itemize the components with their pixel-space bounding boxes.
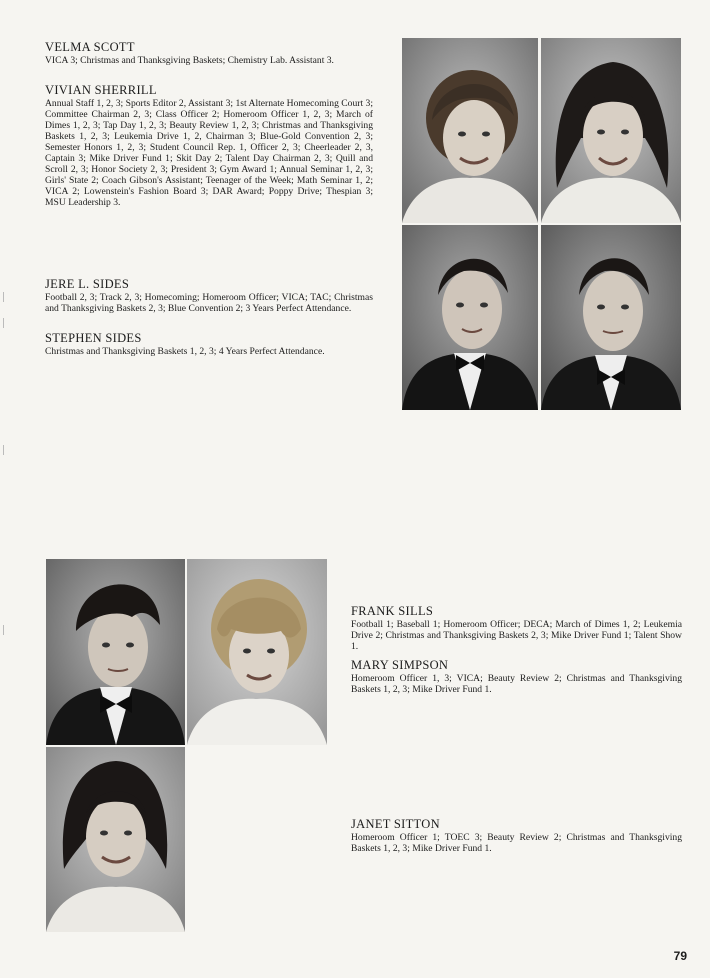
portrait-photo-vivian-sherrill — [541, 38, 681, 223]
student-activities: Annual Staff 1, 2, 3; Sports Editor 2, Assistant 3; 1st Alternate Homecoming Court 3; Committee Chairman 2, 3; Class Officer 2; Homeroom Officer 1, 2, 3; March of Dimes 1, 2, 3; Tap Day 1, 2, 3; Beauty Review 1, 2, 3; Christmas and Thanksgiving Baskets 1, 2, 3; Leukemia Drive 1, 2, Chairman 3; Blue-Gold Convention 2, 3; Semester Honors 1, 2, 3; Student Council Rep. 1, Officer 2, 3; Cheerleader 2, 3, Captain 3; Mike Driver Fund 1; Skit Day 2; Talent Day Chairman 2, 3; Quill and Scroll 2, 3; Honor Society 2, 3; President 3; Gym Award 1; Annual Seminar 1, 2, 3; Girls' State 2; Coach Gibson's Assistant; Teenager of the Week; Math Seminar 1, 2; VICA 2; Lowenstein's Fashion Board 3; DAR Award; Poppy Drive; Thespian 3; MSU Leadership 3. — [45, 98, 373, 208]
student-activities: VICA 3; Christmas and Thanksgiving Baskets; Chemistry Lab. Assistant 3. — [45, 55, 334, 66]
portrait-photo-frank-sills — [46, 559, 185, 745]
student-name: MARY SIMPSON — [351, 658, 449, 672]
student-entry-mary-simpson — [351, 658, 682, 695]
portrait-photo-janet-sitton — [46, 747, 185, 932]
student-name: JANET SITTON — [351, 817, 440, 831]
student-entry-vivian-sherrill — [45, 83, 373, 208]
student-activities: Football 2, 3; Track 2, 3; Homecoming; Homeroom Officer; VICA; TAC; Christmas and Thanksgiving Baskets 2, 3; Blue Convention 2; 3 Years Perfect Attendance. — [45, 292, 373, 314]
student-activities: Homeroom Officer 1; TOEC 3; Beauty Review 2; Christmas and Thanksgiving Baskets 1, 2, 3; Mike Driver Fund 1. — [351, 832, 682, 854]
student-name: FRANK SILLS — [351, 604, 434, 618]
student-entry-frank-sills — [351, 604, 682, 652]
portrait-photo-jere-sides — [402, 225, 538, 410]
edge-mark — [3, 445, 4, 455]
student-activities: Homeroom Officer 1, 3; VICA; Beauty Review 2; Christmas and Thanksgiving Baskets 1, 2, 3; Mike Driver Fund 1. — [351, 673, 682, 695]
portrait-photo-stephen-sides — [541, 225, 681, 410]
edge-mark — [3, 292, 4, 302]
edge-mark — [3, 625, 4, 635]
student-entry-jere-sides — [45, 277, 373, 314]
student-name: VIVIAN SHERRILL — [45, 83, 157, 97]
student-activities: Football 1; Baseball 1; Homeroom Officer; DECA; March of Dimes 1, 2; Leukemia Drive 2; Christmas and Thanksgiving Baskets 2, 3; Mike Driver Fund 1; Talent Show 1. — [351, 619, 682, 652]
edge-mark — [3, 318, 4, 328]
student-name: VELMA SCOTT — [45, 40, 135, 54]
portrait-photo-velma-scott — [402, 38, 538, 223]
student-entry-stephen-sides — [45, 331, 373, 357]
student-activities: Christmas and Thanksgiving Baskets 1, 2, 3; 4 Years Perfect Attendance. — [45, 346, 325, 357]
student-entry-velma-scott — [45, 40, 373, 66]
portrait-photo-mary-simpson — [187, 559, 327, 745]
page-number: 79 — [673, 949, 687, 963]
student-name: JERE L. SIDES — [45, 277, 130, 291]
student-name: STEPHEN SIDES — [45, 331, 142, 345]
student-entry-janet-sitton — [351, 817, 682, 854]
